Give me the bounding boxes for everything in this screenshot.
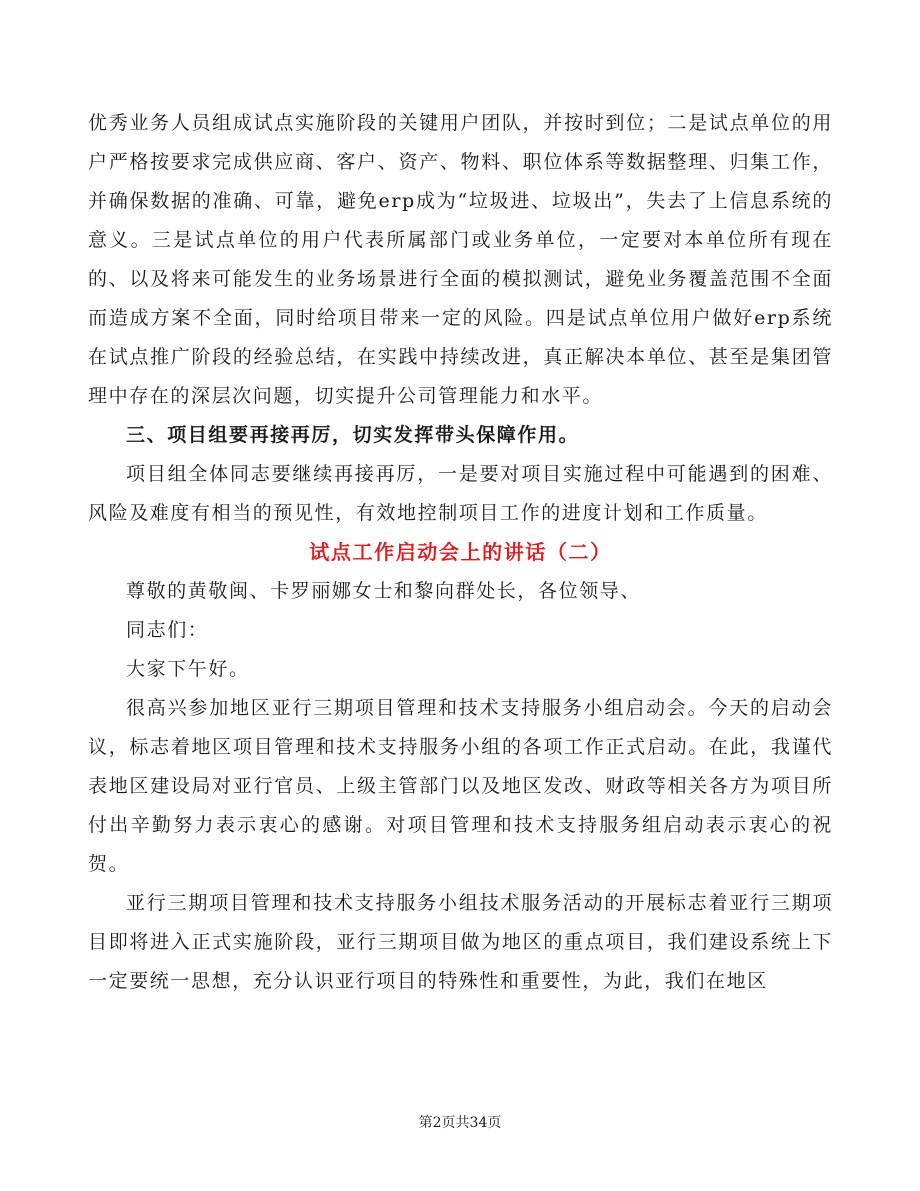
paragraph-phase: 亚行三期项目管理和技术支持服务小组技术服务活动的开展标志着亚行三期项目即将进入正式实施阶段，亚行三期项目做为地区的重点项目，我们建设系统上下一定要统一思想，充分认识亚行项目的特殊性和重要性，为此，我们在地区 (88, 892, 833, 992)
greeting: 大家下午好。 (126, 658, 250, 680)
document-title: 试点工作启动会上的讲话（二） (309, 540, 612, 564)
paragraph-thanks: 很高兴参加地区亚行三期项目管理和技术支持服务小组启动会。今天的启动会议，标志着地区项目管理和技术支持服务小组的各项工作正式启动。在此，我谨代表地区建设局对亚行官员、上级主管部门以及地区发改、财政等相关各方为项目所付出辛勤努力表示衷心的感谢。对项目管理和技术支持服务组启动表示衷心的祝贺。 (88, 697, 833, 875)
salutation-line-2: 同志们： (126, 619, 209, 641)
salutation-line-1: 尊敬的黄敬闽、卡罗丽娜女士和黎向群处长，各位领导、 (126, 580, 642, 602)
section-heading: 三、项目组要再接再厉，切实发挥带头保障作用。 (126, 424, 580, 446)
paragraph-project-team: 项目组全体同志要继续再接再厉，一是要对项目实施过程中可能遇到的困难、风险及难度有相当的预见性，有效地控制项目工作的进度计划和工作质量。 (88, 463, 833, 524)
paragraph-continued: 优秀业务人员组成试点实施阶段的关键用户团队，并按时到位；二是试点单位的用户严格按要求完成供应商、客户、资产、物料、职位体系等数据整理、归集工作，并确保数据的准确、可靠，避免erp成为“垃圾进、垃圾出”，失去了上信息系统的意义。三是试点单位的用户代表所属部门或业务单位，一定要对本单位所有现在的、以及将来可能发生的业务场景进行全面的模拟测试，避免业务覆盖范围不全面而造成方案不全面，同时给项目带来一定的风险。四是试点单位用户做好erp系统在试点推广阶段的经验总结，在实践中持续改进，真正解决本单位、甚至是集团管理中存在的深层次问题，切实提升公司管理能力和水平。 (88, 112, 833, 407)
page-number-footer: 第2页共34页 (418, 1115, 502, 1131)
document-body (88, 104, 833, 1001)
